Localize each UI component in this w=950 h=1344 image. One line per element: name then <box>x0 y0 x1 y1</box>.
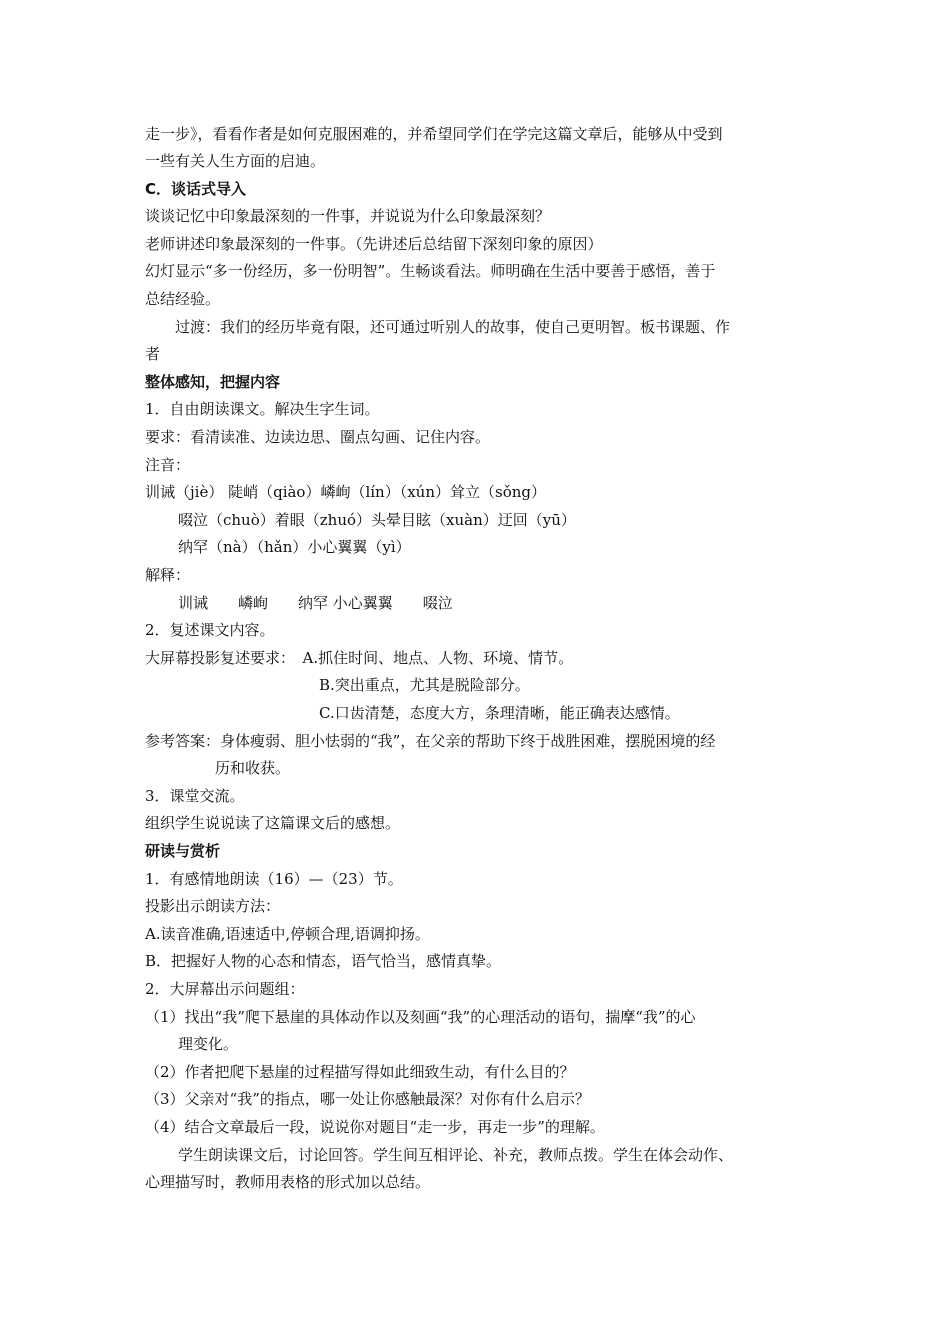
text-line: 大屏幕投影复述要求： A.抓住时间、地点、人物、环境、情节。 <box>145 649 574 667</box>
text-line: 投影出示朗读方法： <box>145 897 281 915</box>
text-line: 总结经验。 <box>145 290 221 308</box>
text-line: 参考答案：身体瘦弱、胆小怯弱的“我”，在父亲的帮助下终于战胜困难，摆脱困境的经 <box>145 732 716 750</box>
text-line: 历和收获。 <box>215 759 291 777</box>
section-heading: 研读与赏析 <box>145 842 221 860</box>
text-line: （2）作者把爬下悬崖的过程描写得如此细致生动，有什么目的？ <box>145 1063 575 1081</box>
text-line: 心理描写时，教师用表格的形式加以总结。 <box>145 1173 431 1191</box>
text-line: B.突出重点，尤其是脱险部分。 <box>319 676 530 694</box>
text-line: 2．复述课文内容。 <box>145 621 275 639</box>
text-line: 组织学生说说读了这篇课文后的感想。 <box>145 814 401 832</box>
text-line: 谈谈记忆中印象最深刻的一件事，并说说为什么印象最深刻？ <box>145 207 551 225</box>
text-line: 啜泣（chuò）着眼（zhuó）头晕目眩（xuàn）迂回（yū） <box>178 511 576 529</box>
text-line: A.读音准确,语速适中,停顿合理,语调抑扬。 <box>145 925 430 943</box>
text-line: 1．自由朗读课文。解决生字生词。 <box>145 400 380 418</box>
text-line: （1）找出“我”爬下悬崖的具体动作以及刻画“我”的心理活动的语句，揣摩“我”的心 <box>145 1008 696 1026</box>
section-heading: C．谈话式导入 <box>145 180 247 198</box>
text-line: 3．课堂交流。 <box>145 787 245 805</box>
text-line: 一些有关人生方面的启迪。 <box>145 152 326 170</box>
text-line: 者 <box>145 345 161 363</box>
text-line: 纳罕（nà）（hǎn）小心翼翼（yì） <box>178 538 411 556</box>
text-line: 训诫（jiè） 陡峭（qiào）嶙峋（lín）（xún）耸立（sǒng） <box>145 483 546 501</box>
text-line: B．把握好人物的心态和情态，语气恰当，感情真挚。 <box>145 952 502 970</box>
text-line: 理变化。 <box>178 1035 239 1053</box>
text-line: 幻灯显示“多一份经历，多一份明智”。生畅谈看法。师明确在生活中要善于感悟，善于 <box>145 262 716 280</box>
text-line: 解释： <box>145 566 191 584</box>
text-line: 走一步》，看看作者是如何克服困难的，并希望同学们在学完这篇文章后，能够从中受到 <box>145 125 723 143</box>
text-line: 训诫 嶙峋 纳罕 小心翼翼 啜泣 <box>178 594 453 612</box>
text-line: （3）父亲对“我”的指点，哪一处让你感触最深？对你有什么启示？ <box>145 1090 590 1108</box>
text-line: 2．大屏幕出示问题组： <box>145 980 305 998</box>
text-line: 过渡：我们的经历毕竟有限，还可通过听别人的故事，使自己更明智。板书课题、作 <box>175 318 731 336</box>
text-line: （4）结合文章最后一段，说说你对题目“走一步，再走一步”的理解。 <box>145 1118 605 1136</box>
section-heading: 整体感知，把握内容 <box>145 373 281 391</box>
text-line: 要求：看清读准、边读边思、圈点勾画、记住内容。 <box>145 428 491 446</box>
text-line: C.口齿清楚，态度大方，条理清晰，能正确表达感情。 <box>319 704 680 722</box>
text-line: 1．有感情地朗读（16）—（23）节。 <box>145 870 403 888</box>
text-line: 老师讲述印象最深刻的一件事。（先讲述后总结留下深刻印象的原因） <box>145 235 603 253</box>
text-line: 注音： <box>145 456 191 474</box>
text-line: 学生朗读课文后，讨论回答。学生间互相评论、补充，教师点拨。学生在体会动作、 <box>178 1146 734 1164</box>
